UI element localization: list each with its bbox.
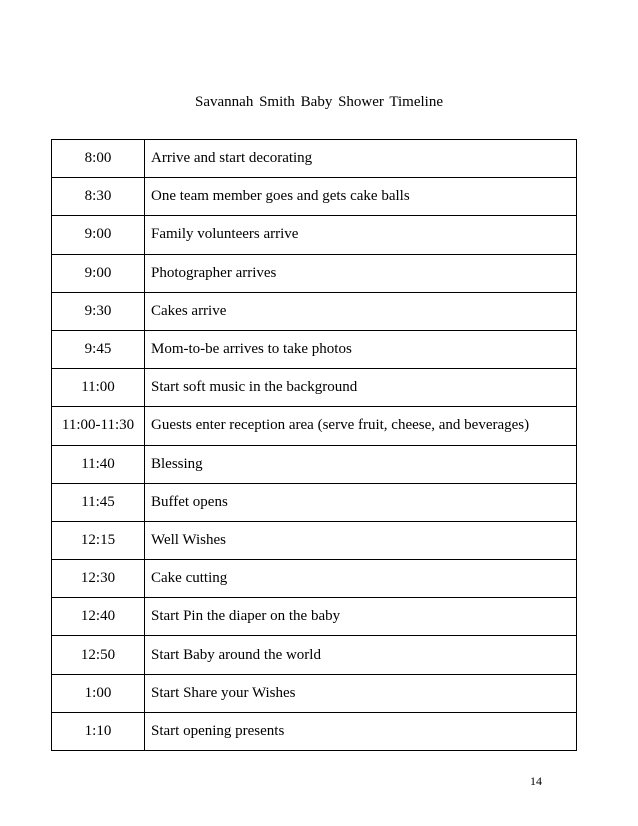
time-cell: 11:40 xyxy=(52,445,145,483)
time-cell: 8:30 xyxy=(52,178,145,216)
table-row xyxy=(52,445,577,483)
event-cell: Start Baby around the world xyxy=(145,636,577,674)
time-cell: 9:00 xyxy=(52,216,145,254)
table-row xyxy=(52,560,577,598)
time-cell: 1:00 xyxy=(52,674,145,712)
event-cell: Guests enter reception area (serve fruit, cheese, and beverages) xyxy=(145,407,577,445)
event-cell: Mom-to-be arrives to take photos xyxy=(145,330,577,368)
time-cell: 12:40 xyxy=(52,598,145,636)
event-cell: Buffet opens xyxy=(145,483,577,521)
table-row xyxy=(52,521,577,559)
event-cell: Cakes arrive xyxy=(145,292,577,330)
event-cell: Start Share your Wishes xyxy=(145,674,577,712)
event-cell: Cake cutting xyxy=(145,560,577,598)
event-cell: Start soft music in the background xyxy=(145,369,577,407)
time-cell: 11:00-11:30 xyxy=(52,407,145,445)
table-row xyxy=(52,330,577,368)
event-cell: Start Pin the diaper on the baby xyxy=(145,598,577,636)
table-row xyxy=(52,483,577,521)
table-row xyxy=(52,712,577,750)
event-cell: Well Wishes xyxy=(145,521,577,559)
time-cell: 9:45 xyxy=(52,330,145,368)
time-cell: 1:10 xyxy=(52,712,145,750)
timeline-table xyxy=(51,139,577,751)
time-cell: 12:30 xyxy=(52,560,145,598)
table-row xyxy=(52,674,577,712)
event-cell: Photographer arrives xyxy=(145,254,577,292)
table-row xyxy=(52,369,577,407)
table-row xyxy=(52,254,577,292)
event-cell: Family volunteers arrive xyxy=(145,216,577,254)
time-cell: 9:00 xyxy=(52,254,145,292)
table-row xyxy=(52,598,577,636)
page-title: Savannah Smith Baby Shower Timeline xyxy=(195,94,443,110)
time-cell: 11:00 xyxy=(52,369,145,407)
page-number: 14 xyxy=(530,774,542,788)
event-cell: Start opening presents xyxy=(145,712,577,750)
time-cell: 11:45 xyxy=(52,483,145,521)
table-row xyxy=(52,216,577,254)
table-row xyxy=(52,140,577,178)
table-row xyxy=(52,407,577,445)
time-cell: 12:50 xyxy=(52,636,145,674)
table-row xyxy=(52,178,577,216)
event-cell: Arrive and start decorating xyxy=(145,140,577,178)
time-cell: 9:30 xyxy=(52,292,145,330)
table-row xyxy=(52,292,577,330)
time-cell: 12:15 xyxy=(52,521,145,559)
table-row xyxy=(52,636,577,674)
event-cell: One team member goes and gets cake balls xyxy=(145,178,577,216)
time-cell: 8:00 xyxy=(52,140,145,178)
event-cell: Blessing xyxy=(145,445,577,483)
